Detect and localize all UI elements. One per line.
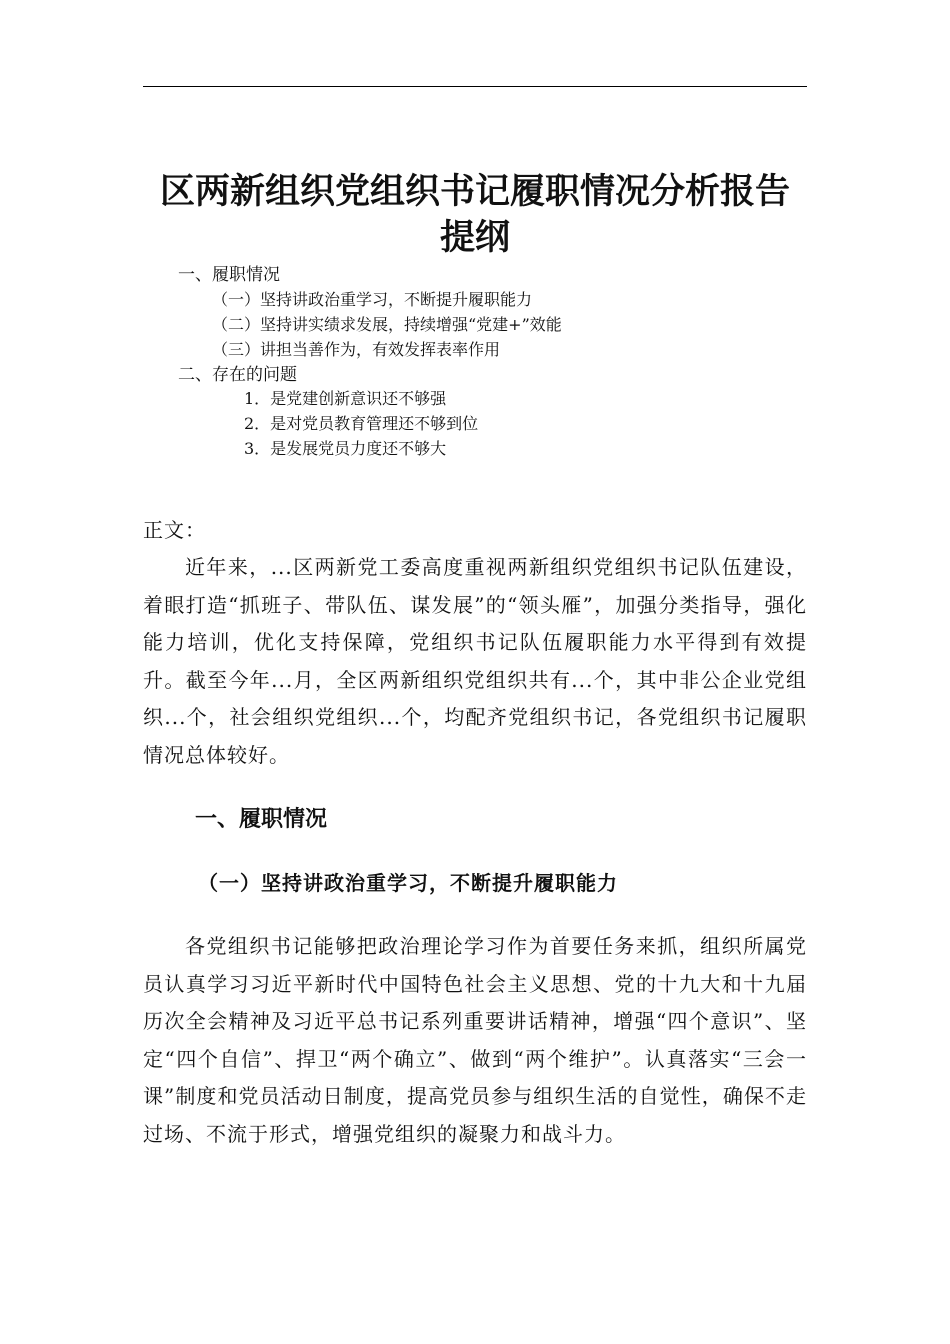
outline-item: 3．是发展党员力度还不够大 — [244, 439, 447, 458]
body-label: 正文： — [143, 518, 206, 542]
outline-item: 2．是对党员教育管理还不够到位 — [244, 414, 479, 433]
outline-item: 1．是党建创新意识还不够强 — [244, 389, 447, 408]
document-title-line2: 提纲 — [439, 218, 510, 258]
outline-heading-2: 二、存在的问题 — [178, 365, 297, 385]
subsection-paragraph: 各党组织书记能够把政治理论学习作为首要任务来抓，组织所属党员认真学习习近平新时代中国特色社会主义思想、党的十九大和十九届历次全会精神及习近平总书记系列重要讲话精神，增强“四个意识”、坚定“四个自信”、捍卫“两个确立”、做到“两个维护”。认真落实“三会一课”制度和党员活动日制度，提高党员参与组织生活的自觉性，确保不走过场、不流于形式，增强党组织的凝聚力和战斗力。 — [143, 934, 807, 1146]
header-rule — [143, 86, 807, 87]
section-heading-1: 一、履职情况 — [195, 807, 328, 832]
outline-heading-1: 一、履职情况 — [178, 265, 280, 285]
outline-item: （一）坚持讲政治重学习，不断提升履职能力 — [212, 290, 533, 309]
document-title-line1: 区两新组织党组织书记履职情况分析报告 — [159, 172, 790, 212]
outline-item: （三）讲担当善作为，有效发挥表率作用 — [212, 340, 501, 359]
outline-item: （二）坚持讲实绩求发展，持续增强“党建+”效能 — [212, 315, 562, 334]
subsection-heading-1: （一）坚持讲政治重学习，不断提升履职能力 — [198, 871, 618, 895]
intro-paragraph: 近年来，...区两新党工委高度重视两新组织党组织书记队伍建设，着眼打造“抓班子、带队伍、谋发展”的“领头雁”，加强分类指导，强化能力培训，优化支持保障，党组织书记队伍履职能力水平得到有效提升。截至今年...月，全区两新组织党组织共有...个，其中非公企业党组织...个，社会组织党组织...个，均配齐党组织书记，各党组织书记履职情况总体较好。 — [143, 555, 807, 767]
